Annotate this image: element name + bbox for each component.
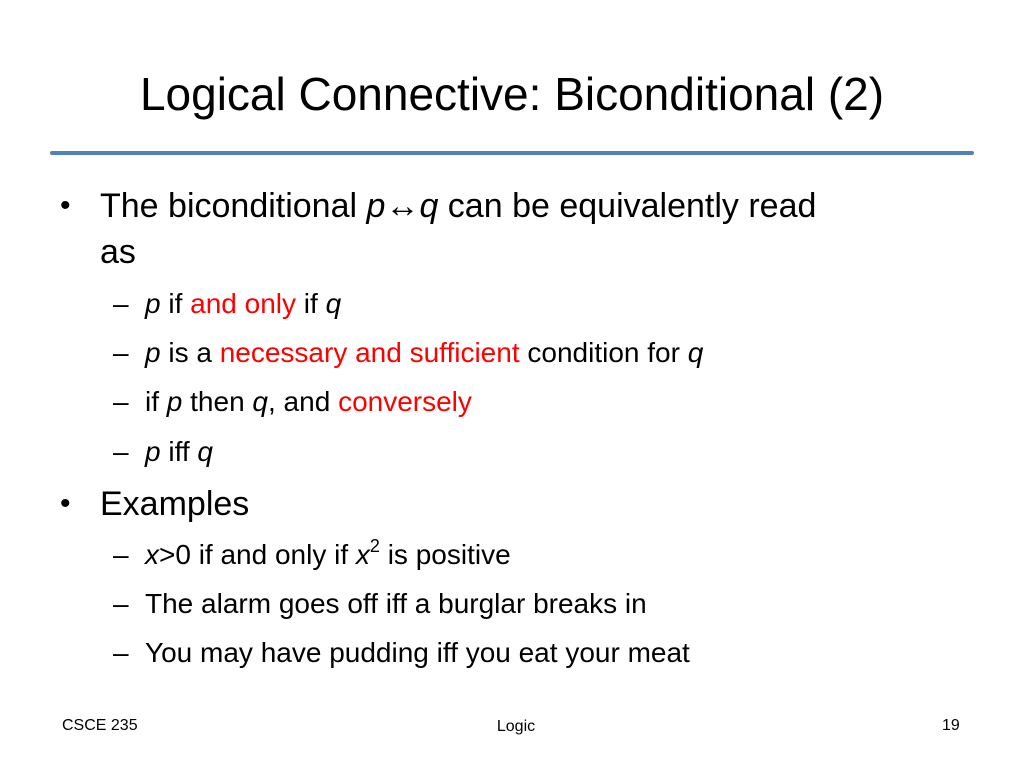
example-x-positive xyxy=(145,535,511,572)
dash-marker: – xyxy=(113,436,129,467)
exponent: 2 xyxy=(369,535,380,556)
sub-text: is positive xyxy=(379,539,511,570)
var-p: p xyxy=(366,187,386,225)
bullet-marker: • xyxy=(60,189,71,222)
bullet-text: The biconditional xyxy=(100,187,367,225)
sub-text: if xyxy=(145,386,167,417)
var-x: x xyxy=(145,539,159,570)
sub-bullet-necessary-sufficient xyxy=(145,336,703,370)
sub-bullet-iff xyxy=(145,435,213,469)
sub-text: then xyxy=(182,386,253,417)
sub-text: >0 if and only if xyxy=(159,539,356,570)
footer-topic: Logic xyxy=(496,718,536,735)
sub-text: if xyxy=(160,288,191,319)
slide-title: Logical Connective: Biconditional (2) xyxy=(139,68,885,120)
example-pudding: You may have pudding iff you eat your meat xyxy=(145,637,690,668)
sub-text: iff xyxy=(160,436,198,467)
sub-text: is a xyxy=(160,337,220,368)
example-alarm: The alarm goes off iff a burglar breaks in xyxy=(145,588,647,619)
var-p: p xyxy=(145,436,161,467)
var-q: q xyxy=(687,337,704,368)
highlight-text: necessary and sufficient xyxy=(219,337,520,368)
dash-marker: – xyxy=(113,637,129,668)
dash-marker: – xyxy=(113,539,129,570)
sub-text: , and xyxy=(268,386,339,417)
bullet-marker: • xyxy=(60,487,71,520)
dash-marker: – xyxy=(113,288,129,319)
sub-text: condition for xyxy=(519,337,688,368)
highlight-text: conversely xyxy=(338,386,472,417)
highlight-text: and only xyxy=(190,288,297,319)
bullet-text: can be equivalently read xyxy=(438,187,817,225)
var-q: q xyxy=(325,288,342,319)
var-p: p xyxy=(145,288,161,319)
bullet-continuation: as xyxy=(100,233,136,271)
footer-course: CSCE 235 xyxy=(62,717,138,734)
var-q: q xyxy=(197,436,213,467)
sub-text: if xyxy=(296,288,326,319)
title-underline xyxy=(50,151,974,155)
sub-bullet-if-and-only-if xyxy=(145,287,341,321)
sub-bullet-conversely xyxy=(145,385,472,419)
slide-number: 19 xyxy=(942,717,960,734)
var-p: p xyxy=(166,386,183,417)
biconditional-arrow: ↔ xyxy=(385,187,420,225)
dash-marker: – xyxy=(113,386,129,417)
var-x: x xyxy=(355,539,370,570)
dash-marker: – xyxy=(113,588,129,619)
bullet-biconditional xyxy=(100,186,816,226)
dash-marker: – xyxy=(113,337,129,368)
var-p: p xyxy=(145,337,161,368)
bullet-examples: Examples xyxy=(100,485,250,523)
var-q: q xyxy=(252,386,268,417)
var-q: q xyxy=(419,187,439,225)
